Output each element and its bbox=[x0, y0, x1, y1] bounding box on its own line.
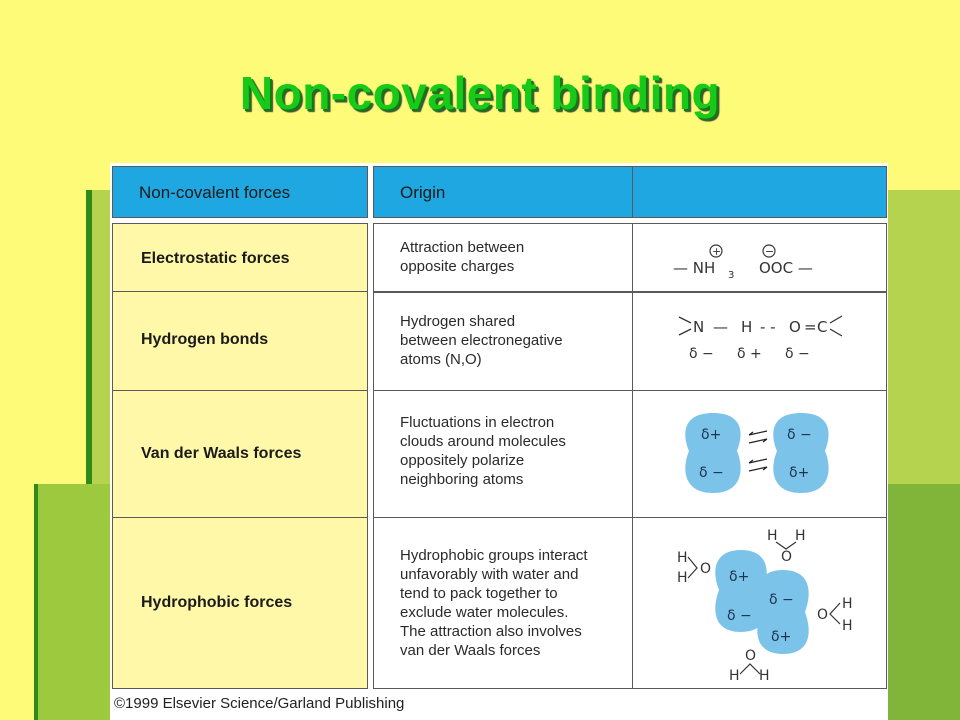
row-hydrophobic-diagram-cell bbox=[632, 517, 887, 689]
background-bar-left-low bbox=[34, 484, 114, 720]
force-name: Hydrophobic forces bbox=[141, 594, 293, 611]
water-top-o: O bbox=[781, 549, 793, 565]
water-bottom-o: O bbox=[745, 648, 757, 664]
hydrogen-atom: H bbox=[741, 318, 753, 336]
electron-cloud-right bbox=[773, 413, 828, 493]
minus-charge-icon: − bbox=[765, 245, 775, 258]
row-hydrogen-diagram-cell bbox=[632, 291, 887, 391]
row-electrostatic-origin-cell bbox=[373, 223, 633, 293]
hydrogen-bond-diagram bbox=[633, 292, 885, 388]
cloud-left-bottom-charge: δ − bbox=[727, 608, 752, 624]
oxygen-atom: O bbox=[789, 318, 801, 336]
water-left-o: O bbox=[700, 561, 712, 577]
water-right-h1: H bbox=[842, 596, 853, 612]
cloud-left-top-charge: δ+ bbox=[701, 427, 722, 443]
forces-table-figure bbox=[110, 163, 888, 720]
water-left-h1: H bbox=[677, 550, 688, 566]
cloud-right-bottom-charge: δ+ bbox=[771, 629, 792, 645]
hydrophobic-diagram bbox=[633, 518, 885, 686]
header-force-label: Non-covalent forces bbox=[139, 183, 291, 202]
origin-text: Attraction between opposite charges bbox=[400, 239, 525, 275]
force-name: Van der Waals forces bbox=[141, 445, 302, 462]
row-hydrogen-origin-cell bbox=[373, 291, 633, 391]
plus-charge-icon: + bbox=[712, 245, 722, 258]
water-right-h2: H bbox=[842, 618, 853, 634]
water-bottom-h2: H bbox=[759, 668, 770, 684]
row-electrostatic-diagram-cell bbox=[632, 223, 887, 293]
slide-title: Non-covalent binding bbox=[239, 67, 721, 119]
partial-charge-n: δ − bbox=[689, 346, 714, 362]
row-hydrogen-force-cell bbox=[112, 291, 368, 391]
partial-charge-o: δ − bbox=[785, 346, 810, 362]
background-bar-left-low-edge bbox=[34, 484, 38, 720]
row-vdw-force-cell bbox=[112, 390, 368, 518]
header-origin-label: Origin bbox=[400, 183, 446, 202]
nitrogen-atom: N bbox=[693, 318, 705, 336]
force-name: Hydrogen bonds bbox=[141, 331, 269, 348]
cloud-left-top-charge: δ+ bbox=[729, 569, 750, 585]
electron-cloud-left bbox=[685, 413, 740, 493]
water-bottom-h1: H bbox=[729, 668, 740, 684]
row-vdw-diagram-cell bbox=[632, 390, 887, 518]
row-vdw-origin-cell bbox=[373, 390, 633, 518]
carbon-atom: C bbox=[817, 318, 828, 336]
copyright-notice: ©1999 Elsevier Science/Garland Publishing bbox=[114, 695, 405, 712]
row-hydrophobic-force-cell bbox=[112, 517, 368, 689]
row-hydrophobic-origin-cell bbox=[373, 517, 633, 689]
bond-dash: — bbox=[713, 318, 728, 336]
vdw-diagram bbox=[633, 391, 885, 515]
double-bond: = bbox=[804, 318, 817, 336]
header-force-cell bbox=[112, 166, 368, 218]
cloud-right-top-charge: δ − bbox=[769, 592, 794, 608]
cloud-left-bottom-charge: δ − bbox=[699, 465, 724, 481]
partial-charge-h: δ + bbox=[737, 346, 762, 362]
cloud-right-bottom-charge: δ+ bbox=[789, 465, 810, 481]
water-left-h2: H bbox=[677, 570, 688, 586]
water-right-o: O bbox=[817, 607, 829, 623]
water-top-h2: H bbox=[795, 528, 806, 544]
electrostatic-diagram bbox=[633, 224, 885, 290]
amine-group-label: — NH bbox=[673, 259, 716, 277]
amine-subscript: 3 bbox=[728, 270, 735, 281]
carboxyl-group-label: OOC — bbox=[759, 259, 813, 277]
water-top-h1: H bbox=[767, 528, 778, 544]
origin-text: Hydrogen shared between electronegative atoms (N,O) bbox=[400, 313, 563, 368]
header-origin-cell bbox=[373, 166, 633, 218]
origin-text: Hydrophobic groups interact unfavorably with water and tend to pack together to exclude water molecules. The attraction also involves van der Waals forces bbox=[400, 547, 588, 659]
cloud-right-top-charge: δ − bbox=[787, 427, 812, 443]
hydrogen-bond-dashes: - - bbox=[760, 318, 776, 336]
row-electrostatic-force-cell bbox=[112, 223, 368, 293]
origin-text: Fluctuations in electron clouds around molecules oppositely polarize neighboring atoms bbox=[400, 414, 566, 488]
header-diagram-cell bbox=[632, 166, 887, 218]
attraction-arrows-icon bbox=[749, 431, 767, 471]
force-name: Electrostatic forces bbox=[141, 250, 290, 267]
background-bar-right-low bbox=[886, 484, 960, 720]
